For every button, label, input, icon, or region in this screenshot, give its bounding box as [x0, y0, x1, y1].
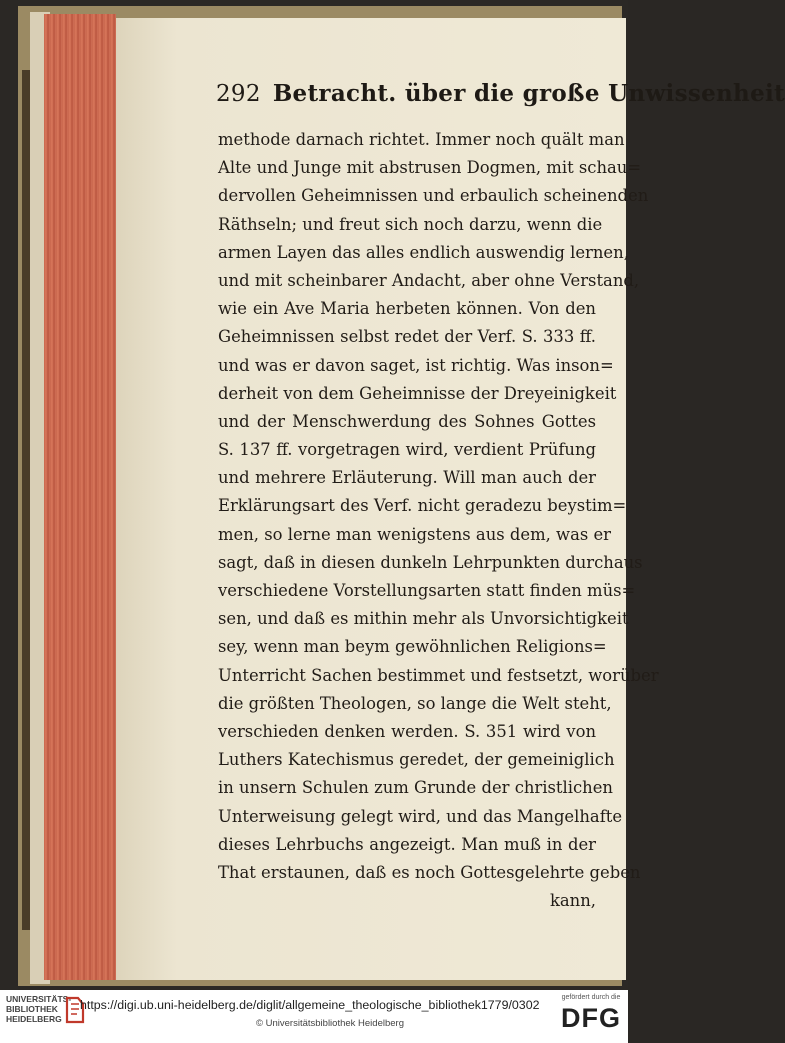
text-line: sagt, daß in diesen dunkeln Lehrpunkten durchaus	[218, 552, 643, 572]
permalink-url[interactable]: https://digi.ub.uni-heidelberg.de/diglit/allgemeine_theologische_bibliothek1779/0302	[80, 998, 540, 1012]
text-line: That erstaunen, daß es noch Gottesgelehrte geben	[218, 862, 641, 882]
text-line: armen Layen das alles endlich auswendig lernen,	[218, 242, 629, 262]
logo-line: UNIVERSITÄTS-	[6, 994, 72, 1004]
text-line: wie ein Ave Maria herbeten können. Von den	[218, 299, 596, 319]
page-number: 292	[216, 81, 261, 107]
text-line: Geheimnissen selbst redet der Verf. S. 333 ff.	[218, 327, 596, 347]
page-body-text	[218, 126, 659, 915]
running-title: Betracht. über die große Unwissenheit	[272, 80, 785, 107]
text-line: derheit von dem Geheimnisse der Dreyeinigkeit	[218, 383, 617, 403]
red-page-edges	[44, 14, 116, 980]
logo-line: BIBLIOTHEK	[6, 1004, 58, 1014]
logo-line: HEIDELBERG	[6, 1014, 62, 1024]
text-line: sen, und daß es mithin mehr als Unvorsichtigkeit	[218, 609, 629, 629]
text-line: Unterweisung gelegt wird, und das Mangelhafte	[218, 806, 623, 826]
text-line: dieses Lehrbuchs angezeigt. Man muß in der	[218, 834, 596, 854]
text-line: Räthseln; und freut sich noch darzu, wenn die	[218, 214, 603, 234]
page-header	[216, 80, 785, 120]
text-line: in unsern Schulen zum Grunde der christlichen	[218, 778, 613, 798]
text-line: verschiedene Vorstellungsarten statt finden müs=	[218, 581, 636, 600]
text-line: sey, wenn man beym gewöhnlichen Religions=	[218, 637, 607, 657]
text-line: Erklärungsart des Verf. nicht geradezu beystim=	[218, 496, 627, 516]
library-logo-text[interactable]	[6, 994, 70, 1024]
text-line: verschieden denken werden. S. 351 wird von	[218, 721, 596, 741]
text-line: S. 137 ff. vorgetragen wird, verdient Prüfung	[218, 440, 596, 460]
text-line: und was er davon saget, ist richtig. Was inson=	[218, 355, 614, 375]
text-line: und mit scheinbarer Andacht, aber ohne Verstand,	[218, 270, 640, 290]
text-line: dervollen Geheimnissen und erbaulich scheinenden	[218, 186, 649, 206]
dfg-logo[interactable]: DFG	[561, 1003, 621, 1033]
text-line: men, so lerne man wenigstens aus dem, was er	[218, 524, 611, 544]
dfg-caption: gefördert durch die	[561, 994, 621, 1001]
text-line: Luthers Katechismus geredet, der gemeiniglich	[218, 750, 615, 770]
footer-bar	[0, 990, 628, 1043]
copyright-notice: © Universitätsbibliothek Heidelberg	[256, 1018, 404, 1029]
text-line: und mehrere Erläuterung. Will man auch der	[218, 468, 596, 488]
book-page	[116, 18, 785, 980]
text-line: Alte und Junge mit abstrusen Dogmen, mit schau=	[218, 158, 642, 178]
text-line: die größten Theologen, so lange die Welt steht,	[218, 693, 612, 713]
text-line: und der Menschwerdung des Sohnes Gottes	[218, 411, 596, 431]
text-line: methode darnach richtet. Immer noch quält man	[218, 130, 625, 149]
catchword: kann,	[549, 891, 596, 911]
text-line: Unterricht Sachen bestimmet und festsetzt, worüber	[218, 665, 659, 685]
